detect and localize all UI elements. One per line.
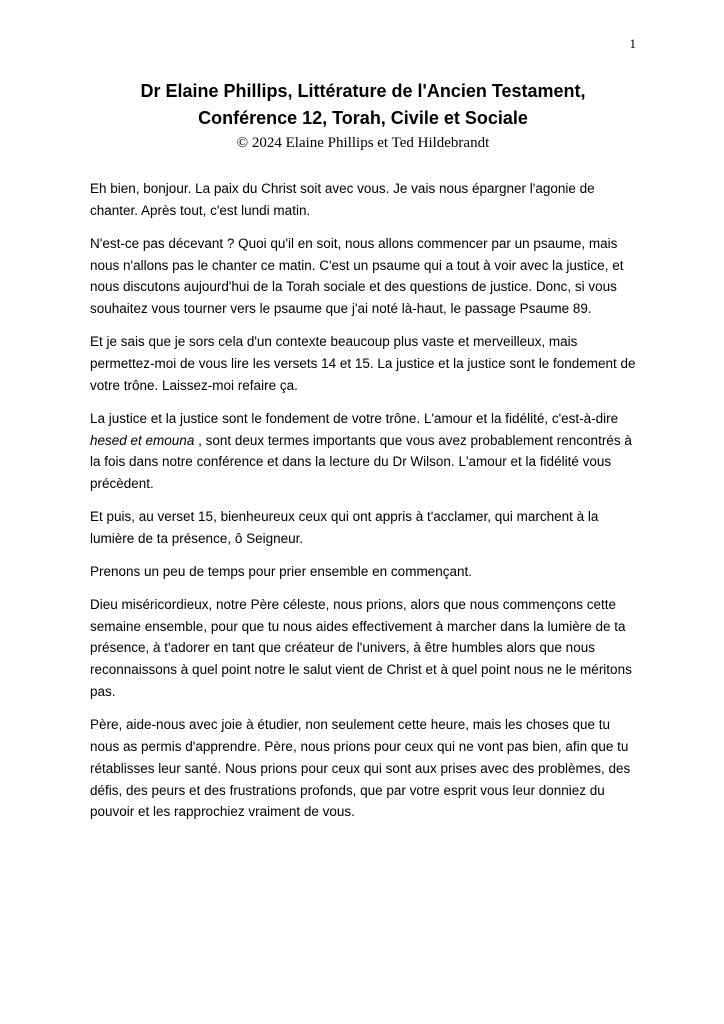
paragraph-run: , sont deux termes importants que vous avez probablement rencontrés à la fois dans notre conférence et dans la lecture du Dr Wilson. L'amour et la fidélité vous précèdent. bbox=[90, 432, 632, 492]
paragraph: Eh bien, bonjour. La paix du Christ soit avec vous. Je vais nous épargner l'agonie de chanter. Après tout, c'est lundi matin. bbox=[90, 181, 595, 218]
copyright-line: © 2024 Elaine Phillips et Ted Hildebrandt bbox=[236, 135, 490, 151]
title-line-1: Dr Elaine Phillips, Littérature de l'Ancien Testament, bbox=[140, 81, 586, 101]
paragraph: Et je sais que je sors cela d'un contexte beaucoup plus vaste et merveilleux, mais permettez-moi de vous lire les versets 14 et 15. La justice et la justice sont le fondement de votre trône. Laissez-moi refaire ça. bbox=[90, 334, 636, 393]
paragraph: Et puis, au verset 15, bienheureux ceux qui ont appris à t'acclamer, qui marchent à la lumière de ta présence, ô Seigneur. bbox=[90, 509, 599, 547]
paragraph: Dieu miséricordieux, notre Père céleste, nous prions, alors que nous commençons cette semaine ensemble, pour que tu nous aides effectivement à marcher dans la lumière de ta présence, à t'adorer en tant que créateur de l'univers, à être humbles alors que nous reconnaissons à quel point notre le salut vient de Christ et à quel point nous ne le méritons pas. bbox=[90, 596, 632, 700]
paragraph-run-italic: hesed et emouna bbox=[90, 432, 195, 448]
page-number: 1 bbox=[629, 36, 636, 51]
paragraph: Prenons un peu de temps pour prier ensemble en commençant. bbox=[90, 563, 472, 579]
document-body bbox=[90, 178, 636, 823]
paragraph bbox=[90, 408, 636, 495]
title-line-2: Conférence 12, Torah, Civile et Sociale bbox=[198, 108, 528, 128]
paragraph: N'est-ce pas décevant ? Quoi qu'il en soit, nous allons commencer par un psaume, mais nous n'allons pas le chanter ce matin. C'est un psaume qui a tout à voir avec la justice, et nous discutons aujourd'hui de la Torah sociale et des questions de justice. Donc, si vous souhaitez vous tourner vers le psaume que j'ai noté là-haut, le passage Psaume 89. bbox=[90, 235, 624, 317]
paragraph-run: La justice et la justice sont le fondement de votre trône. L'amour et la fidélité, c'est-à-dire bbox=[90, 410, 619, 426]
document-title bbox=[137, 78, 589, 132]
paragraph: Père, aide-nous avec joie à étudier, non seulement cette heure, mais les choses que tu nous as permis d'apprendre. Père, nous prions pour ceux qui ne vont pas bien, afin que tu rétablisses leur santé. Nous prions pour ceux qui sont aux prises avec des problèmes, des défis, des peurs et des frustrations profonds, que par votre esprit vous leur donniez du pouvoir et les rapprochiez vraiment de vous. bbox=[90, 717, 631, 820]
